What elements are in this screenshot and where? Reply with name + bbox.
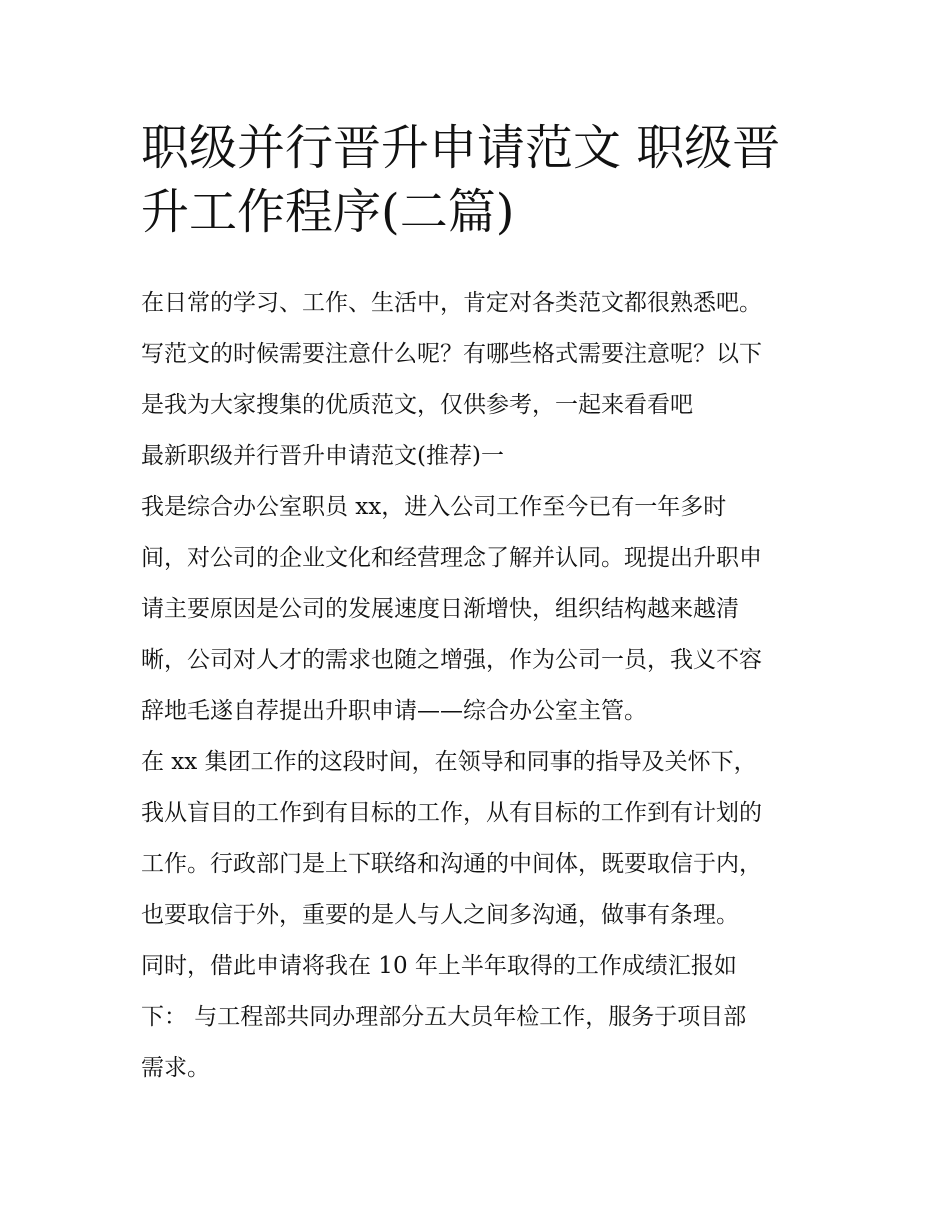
- paragraph-line: 请主要原因是公司的发展速度日渐增快，组织结构越来越清: [141, 596, 739, 622]
- title-line-2: 升工作程序(二篇): [141, 184, 515, 240]
- paragraph-line: 晰，公司对人才的需求也随之增强，作为公司一员，我义不容: [141, 647, 762, 673]
- document-body: [141, 278, 821, 1094]
- paragraph-line: 辞地毛遂自荐提出升职申请——综合办公室主管。: [141, 698, 647, 724]
- paragraph-line: 是我为大家搜集的优质范文，仅供参考，一起来看看吧: [141, 392, 693, 418]
- paragraph-line: 间，对公司的企业文化和经营理念了解并认同。现提出升职申: [141, 545, 762, 571]
- paragraph-line: 也要取信于外，重要的是人与人之间多沟通，做事有条理。: [141, 902, 739, 928]
- paragraph-line: 下： 与工程部共同办理部分五大员年检工作，服务于项目部: [141, 1004, 747, 1030]
- section-heading: 最新职级并行晋升申请范文(推荐)一: [141, 443, 504, 469]
- paragraph-line: 需求。: [141, 1055, 210, 1081]
- document-title: [141, 116, 821, 244]
- paragraph-line: 我从盲目的工作到有目标的工作，从有目标的工作到有计划的: [141, 800, 762, 826]
- paragraph-line: 在日常的学习、工作、生活中，肯定对各类范文都很熟悉吧。: [141, 290, 762, 316]
- title-line-1: 职级并行晋升申请范文 职级晋: [141, 120, 781, 176]
- paragraph-line: 工作。行政部门是上下联络和沟通的中间体，既要取信于内，: [141, 851, 762, 877]
- paragraph-line: 写范文的时候需要注意什么呢？有哪些格式需要注意呢？以下: [141, 341, 762, 367]
- paragraph-line: 我是综合办公室职员 xx，进入公司工作至今已有一年多时: [141, 494, 727, 520]
- paragraph-line: 在 xx 集团工作的这段时间，在领导和同事的指导及关怀下，: [141, 749, 757, 775]
- paragraph-line: 同时，借此申请将我在 10 年上半年取得的工作成绩汇报如: [141, 953, 737, 979]
